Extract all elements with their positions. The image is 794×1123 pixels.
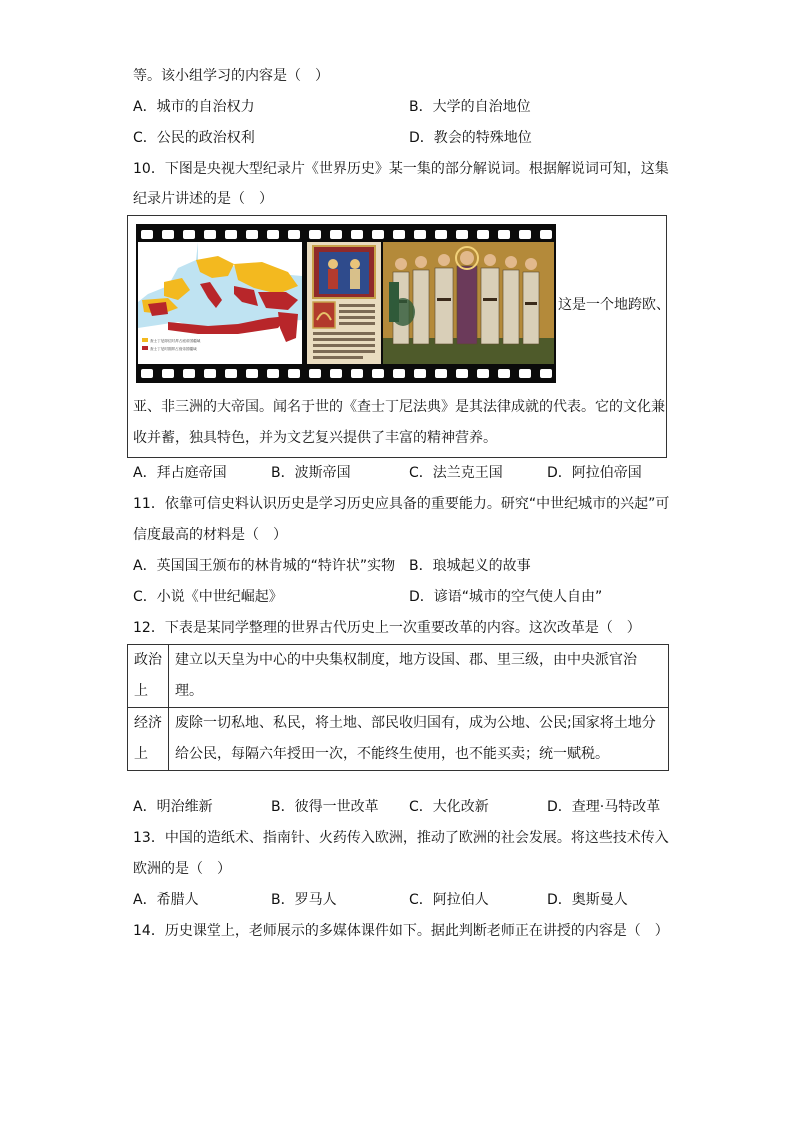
q13-option-c: C．阿拉伯人 <box>409 892 489 908</box>
q13-stem-line2: 欧洲的是（ ） <box>133 861 231 877</box>
table-value-cell <box>169 708 669 771</box>
row-value-line1: 废除一切私地、私民，将土地、部民收归国有，成为公地、公民;国家将土地分 <box>175 715 656 731</box>
map-legend-1: 查士丁尼即位时拜占庭帝国疆域 <box>150 339 201 343</box>
q10-option-c: C．法兰克王国 <box>409 465 503 481</box>
row-value-line1: 建立以天皇为中心的中央集权制度，地方设国、郡、里三级，由中央派官治理。 <box>175 652 637 699</box>
q13-option-a: A．希腊人 <box>133 892 199 908</box>
mosaic-frame <box>383 242 554 364</box>
q11-option-a: A．英国国王颁布的林肯城的“特许状”实物 <box>133 558 396 574</box>
q10-option-a: A．拜占庭帝国 <box>133 465 227 481</box>
map-legend-2: 查士丁尼时期拜占庭帝国疆域 <box>150 347 197 351</box>
q12-option-b: B．彼得一世改革 <box>271 799 379 815</box>
q13-option-d: D．奥斯曼人 <box>547 892 628 908</box>
row-key-line1: 经济 <box>134 715 162 731</box>
q10-stem-line1: 10．下图是央视大型纪录片《世界历史》某一集的部分解说词。根据解说词可知，这集 <box>133 161 669 177</box>
q11-stem-line1: 11．依靠可信史料认识历史是学习历史应具备的重要能力。研究“中世纪城市的兴起”可 <box>133 496 670 512</box>
q10-option-d: D．阿拉伯帝国 <box>547 465 642 481</box>
q10-box-line2: 亚、非三洲的大帝国。闻名于世的《查士丁尼法典》是其法律成就的代表。它的文化兼 <box>133 399 665 415</box>
q9-option-d: D．教会的特殊地位 <box>409 130 532 146</box>
q11-option-d: D．谚语“城市的空气使人自由” <box>409 589 603 605</box>
q9-stem-tail: 等。该小组学习的内容是（ ） <box>133 68 329 84</box>
q9-option-b: B．大学的自治地位 <box>409 99 531 115</box>
q12-stem: 12．下表是某同学整理的世界古代历史上一次重要改革的内容。这次改革是（ ） <box>133 620 641 636</box>
q12-option-a: A．明治维新 <box>133 799 213 815</box>
film-perforations-top <box>136 227 556 241</box>
q9-option-a: A．城市的自治权力 <box>133 99 255 115</box>
manuscript-frame <box>307 242 381 364</box>
table-row <box>128 708 669 771</box>
row-key-line2: 上 <box>134 683 148 699</box>
q10-box-line3: 收并蓄，独具特色，并为文艺复兴提供了丰富的精神营养。 <box>133 430 497 446</box>
row-key-line2: 上 <box>134 746 148 762</box>
byzantine-map-frame <box>138 242 302 364</box>
table-key-cell <box>128 708 169 771</box>
byzantine-map <box>138 242 302 364</box>
row-value-line2: 给公民，每隔六年授田一次，不能终生使用，也不能买卖；统一赋税。 <box>175 746 609 762</box>
q13-option-b: B．罗马人 <box>271 892 337 908</box>
table-row <box>128 645 669 708</box>
q11-option-c: C．小说《中世纪崛起》 <box>133 589 283 605</box>
q14-stem: 14．历史课堂上，老师展示的多媒体课件如下。据此判断老师正在讲授的内容是（ ） <box>133 923 669 939</box>
film-perforations-bottom <box>136 366 556 380</box>
q9-option-c: C．公民的政治权利 <box>133 130 255 146</box>
justinian-code-manuscript <box>307 242 381 364</box>
reform-table <box>127 644 669 771</box>
table-key-cell <box>128 645 169 708</box>
q11-stem-line2: 信度最高的材料是（ ） <box>133 527 287 543</box>
table-value-cell <box>169 645 669 708</box>
q10-stem-line2: 纪录片讲述的是（ ） <box>133 191 273 207</box>
justinian-mosaic <box>383 242 554 364</box>
film-strip-image <box>136 224 556 383</box>
q12-option-c: C．大化改新 <box>409 799 489 815</box>
q12-option-d: D．查理·马特改革 <box>547 799 661 815</box>
q10-option-b: B．波斯帝国 <box>271 465 351 481</box>
q13-stem-line1: 13．中国的造纸术、指南针、火药传入欧洲，推动了欧洲的社会发展。将这些技术传入 <box>133 830 669 846</box>
q10-box-line1: 这是一个地跨欧、 <box>558 297 670 313</box>
q11-option-b: B．琅城起义的故事 <box>409 558 531 574</box>
row-key-line1: 政治 <box>134 652 162 668</box>
